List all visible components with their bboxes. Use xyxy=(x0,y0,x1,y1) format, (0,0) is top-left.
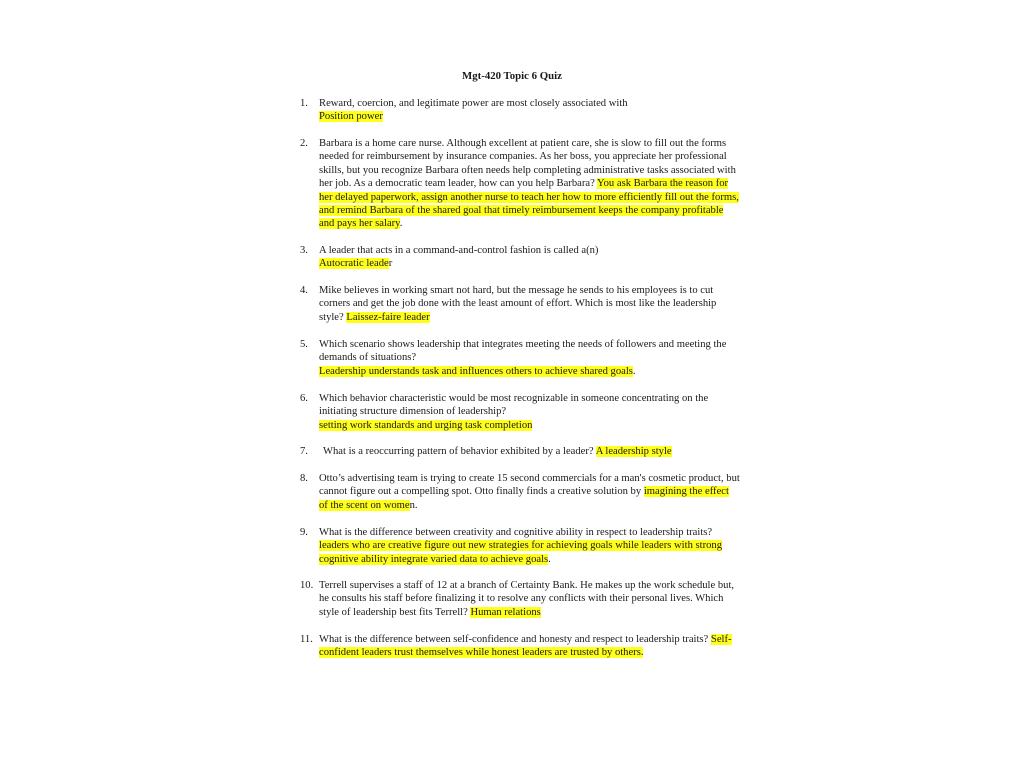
question-text: Mike believes in working smart not hard, but the message he sends to his employees is to cut corners and get the job done with the least amount of effort. Which is most like the leadership style? xyxy=(319,285,717,323)
answer-highlight: Position power xyxy=(319,111,383,123)
answer-post: n. xyxy=(409,499,418,511)
question-text: Barbara is a home care nurse. Although excellent at patient care, she is slow to fill out the forms needed for reimbursement by insurance companies. As her boss, you appreciate her professional skills, but you recognize Barbara often needs help completing administrative tasks associated with her job. As a democratic team leader, how can you help Barbara? xyxy=(319,138,736,190)
question-text: What is the difference between self-confidence and honesty and respect to leadership traits? xyxy=(319,634,709,645)
answer-highlight: leaders who are creative figure out new strategies for achieving goals while leaders with strong cognitive ability integrate varied data to achieve goals xyxy=(319,540,723,565)
document-title: Mgt-420 Topic 6 Quiz xyxy=(462,70,562,82)
question-text: Which behavior characteristic would be most recognizable in someone concentrating on the initiating structure dimension of leadership? xyxy=(319,393,709,418)
question-number: 1. xyxy=(300,98,308,109)
answer-highlight: You ask Barbara the reason for her delayed paperwork, assign another nurse to teach her how to more efficiently fill out the forms, and remind Barbara of the shared goal that timely reimbursement keeps the company profitable and pays her salary xyxy=(319,178,739,230)
question-number: 8. xyxy=(300,473,308,484)
question-number: 9. xyxy=(300,527,308,538)
question-number: 7. xyxy=(300,446,308,457)
question-7 xyxy=(300,445,740,458)
question-9 xyxy=(300,526,740,566)
answer-highlight: Human relations xyxy=(470,606,541,618)
answer-highlight: imagining the effect of the scent on wome xyxy=(319,486,729,511)
question-number: 3. xyxy=(300,245,308,256)
question-number: 6. xyxy=(300,393,308,404)
answer-post: . xyxy=(548,553,551,565)
answer-highlight: A leadership style xyxy=(595,446,672,457)
question-3 xyxy=(300,244,740,271)
question-text: A leader that acts in a command-and-control fashion is called a(n) xyxy=(319,245,599,256)
question-text: Reward, coercion, and legitimate power are most closely associated with xyxy=(319,98,628,109)
question-number: 11. xyxy=(300,634,313,645)
question-text: Which scenario shows leadership that integrates meeting the needs of followers and meeting the demands of situations? xyxy=(319,339,727,364)
answer-post: r xyxy=(388,258,393,270)
question-text: Otto’s advertising team is trying to create 15 second commercials for a man's cosmetic product, but cannot figure out a compelling spot. Otto finally finds a creative solution by xyxy=(319,473,740,498)
answer-highlight: Laissez-faire leader xyxy=(346,311,430,323)
question-5 xyxy=(300,338,740,378)
question-6 xyxy=(300,392,740,432)
question-4 xyxy=(300,284,740,324)
question-10 xyxy=(300,579,740,619)
question-2 xyxy=(300,137,740,231)
question-number: 4. xyxy=(300,285,308,296)
question-11 xyxy=(300,633,740,660)
answer-highlight: Autocratic leade xyxy=(319,258,389,270)
question-text: What is a reoccurring pattern of behavior exhibited by a leader? xyxy=(323,446,594,457)
question-1 xyxy=(300,97,740,124)
question-text: What is the difference between creativity and cognitive ability in respect to leadership traits? xyxy=(319,527,713,538)
question-number: 10. xyxy=(300,580,314,591)
question-text: Terrell supervises a staff of 12 at a branch of Certainty Bank. He makes up the work schedule but, he consults his staff before finalizing it to resolve any conflicts with their personal lives. Which style of leadership best fits Terrell? xyxy=(319,580,735,618)
answer-highlight: setting work standards and urging task completion xyxy=(319,419,533,431)
question-number: 2. xyxy=(300,138,308,149)
answer-highlight: Self-confident leaders trust themselves while honest leaders are trusted by others. xyxy=(319,634,732,659)
answer-highlight: Leadership understands task and influences others to achieve shared goals xyxy=(319,365,633,377)
answer-post: . xyxy=(632,365,636,377)
question-8 xyxy=(300,472,740,512)
answer-post: . xyxy=(399,218,403,230)
question-number: 5. xyxy=(300,339,308,350)
